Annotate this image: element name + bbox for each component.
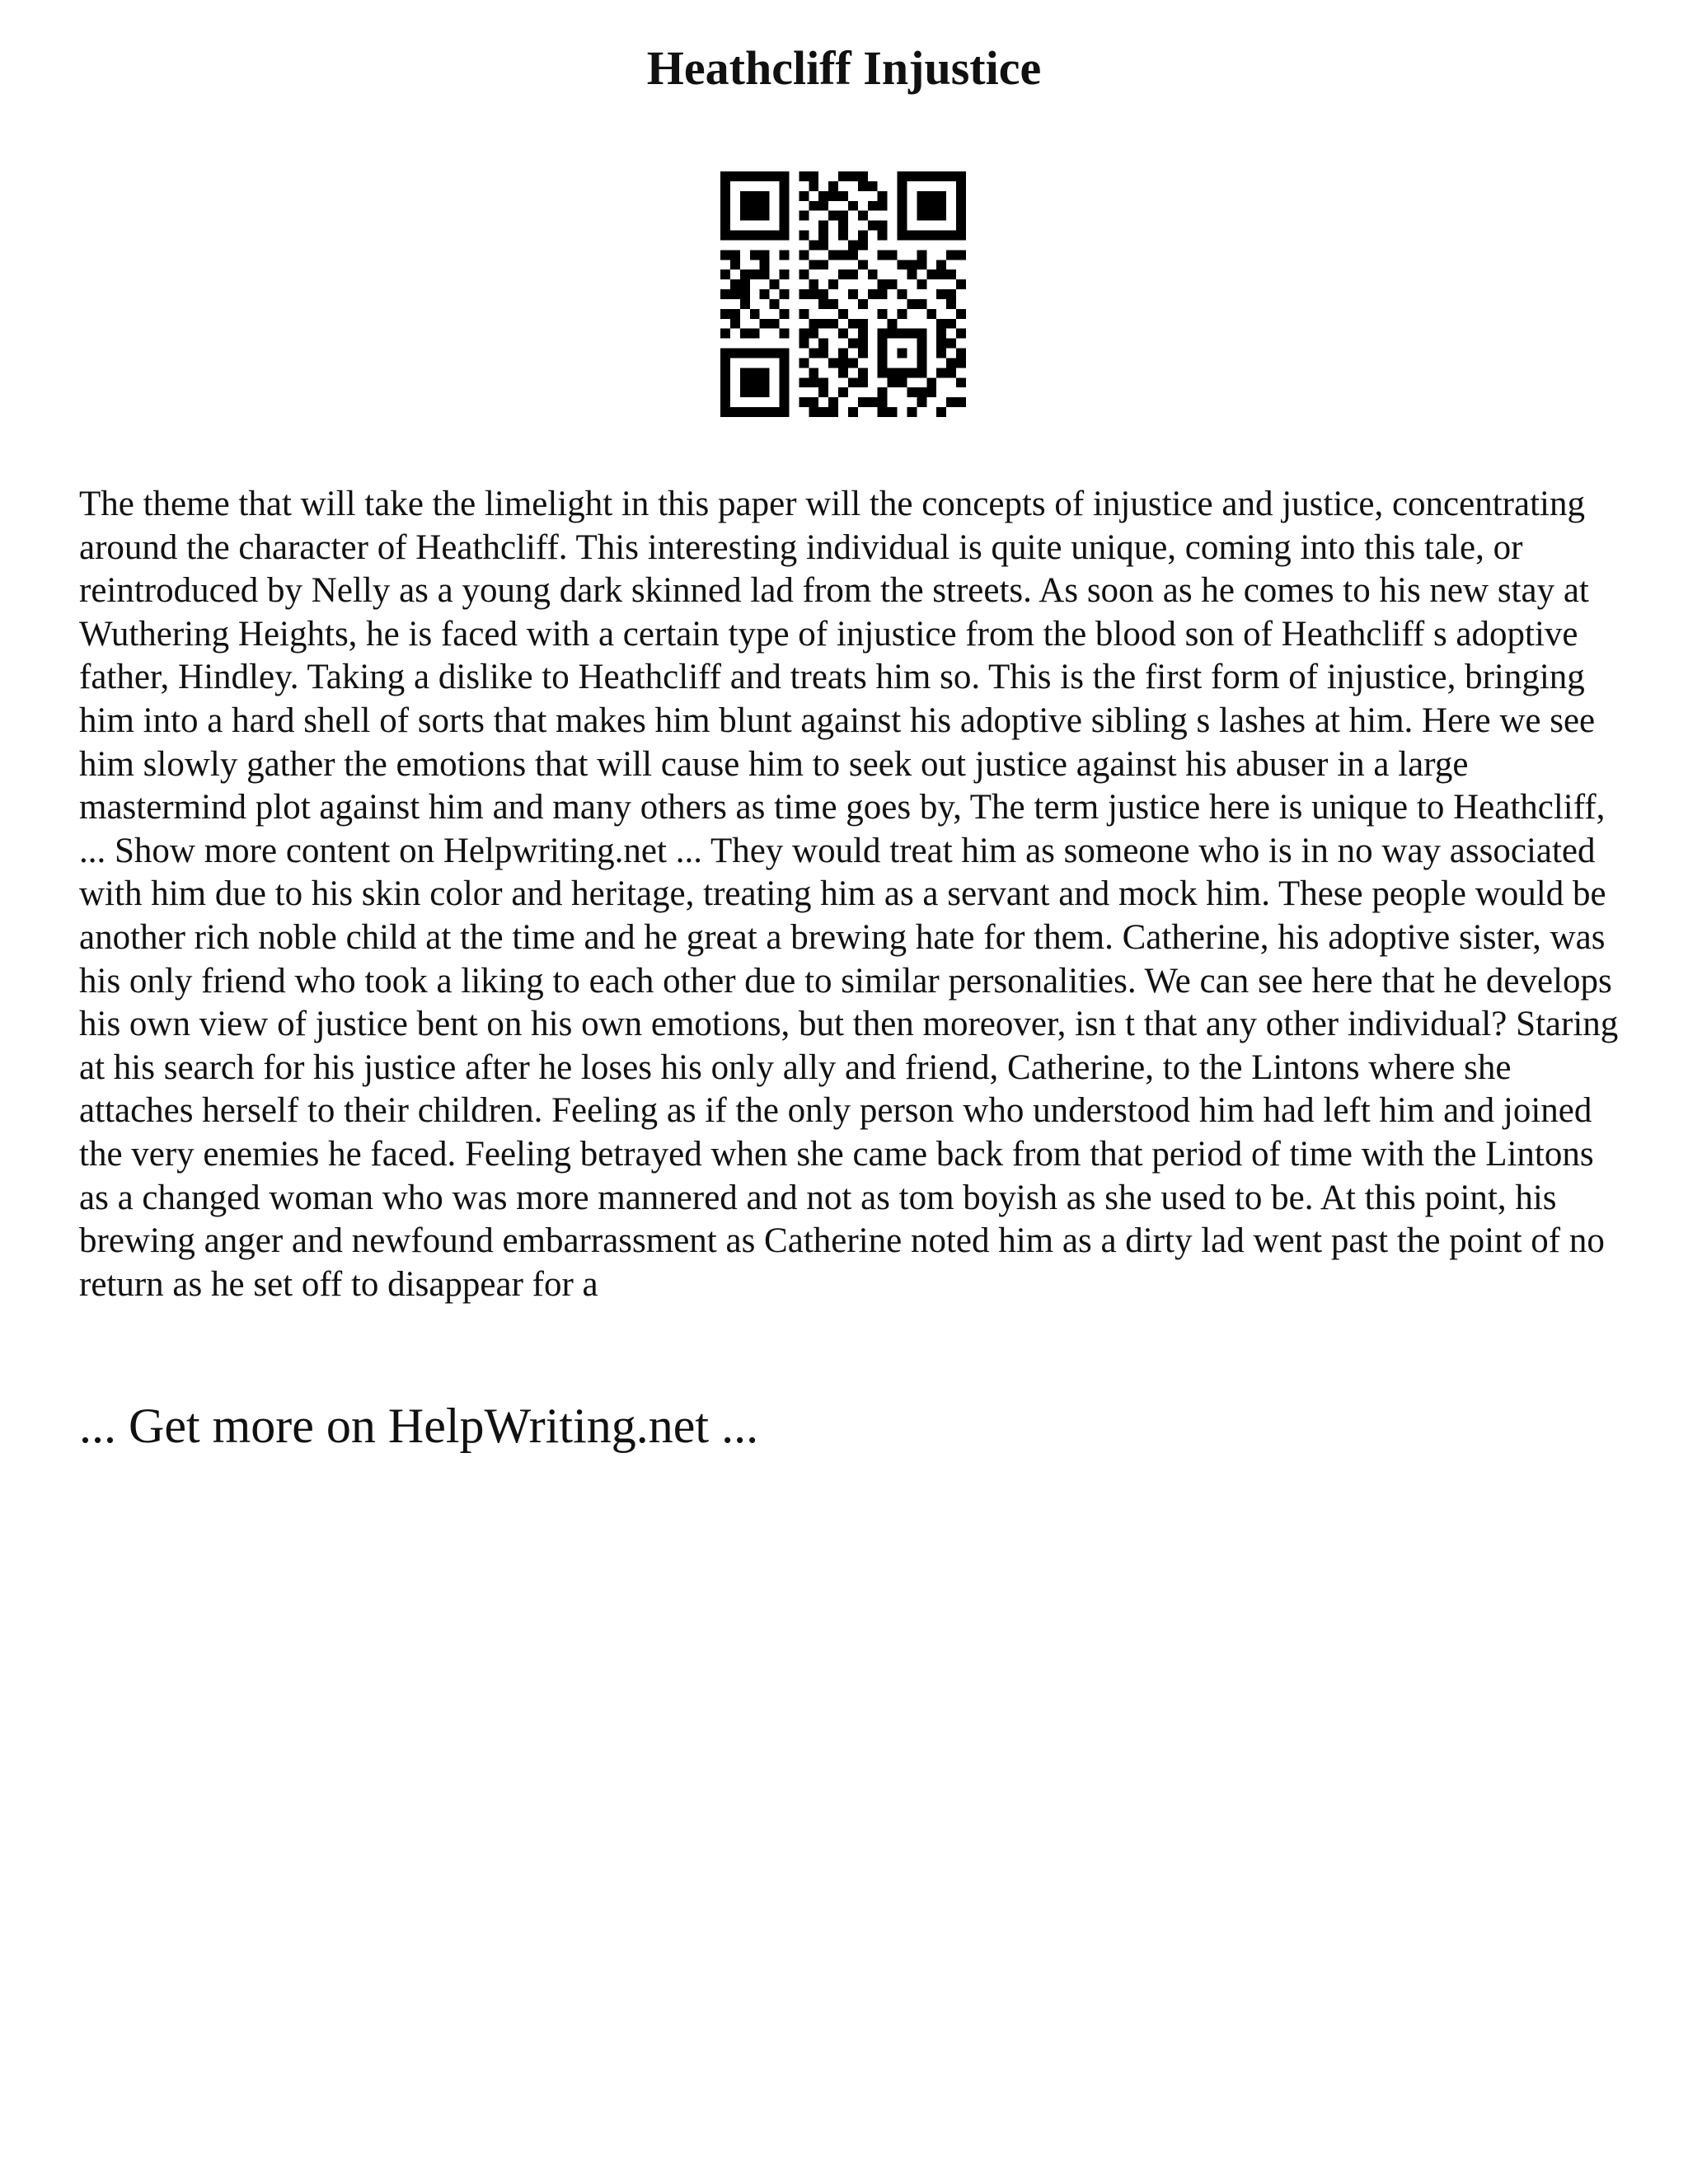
qr-code-icon [720, 171, 966, 417]
document-title: Heathcliff Injustice [646, 41, 1042, 95]
body-paragraph: The theme that will take the limelight in this paper will the concepts of injustice and justice, concentrating around the character of Heathcliff. This interesting individual is quite unique, coming into this tale, or reintroduced by Nelly as a young dark skinned lad from the streets. As soon as he comes to his new stay at Wuthering Heights, he is faced with a certain type of injustice from the blood son of Heathcliff s adoptive father, Hindley. Taking a dislike to Heathcliff and treats him so. This is the first form of injustice, bringing him into a hard shell of sorts that makes him blunt against his adoptive sibling s lashes at him. Here we see him slowly gather the emotions that will cause him to seek out justice against his abuser in a large mastermind plot against him and many others as time goes by, The term justice here is unique to Heathcliff, ... Show more content on Helpwriting.net ... They would treat him as someone who is in no way associated with him due to his skin color and heritage, treating him as a servant and mock him. These people would be another rich noble child at the time and he great a brewing hate for them. Catherine, his adoptive sister, was his only friend who took a liking to each other due to similar personalities. We can see here that he develops his own view of justice bent on his own emotions, but then moreover, isn t that any other individual? Staring at his search for his justice after he loses his only ally and friend, Catherine, to the Lintons where she attaches herself to their children. Feeling as if the only person who understood him had left him and joined the very enemies he faced. Feeling betrayed when she came back from that period of time with the Lintons as a changed woman who was more mannered and not as tom boyish as she used to be. At this point, his brewing anger and newfound embarrassment as Catherine noted him as a dirty lad went past the point of no return as he set off to disappear for a [79, 485, 1619, 1304]
get-more-link[interactable]: ... Get more on HelpWriting.net ... [79, 1399, 759, 1453]
